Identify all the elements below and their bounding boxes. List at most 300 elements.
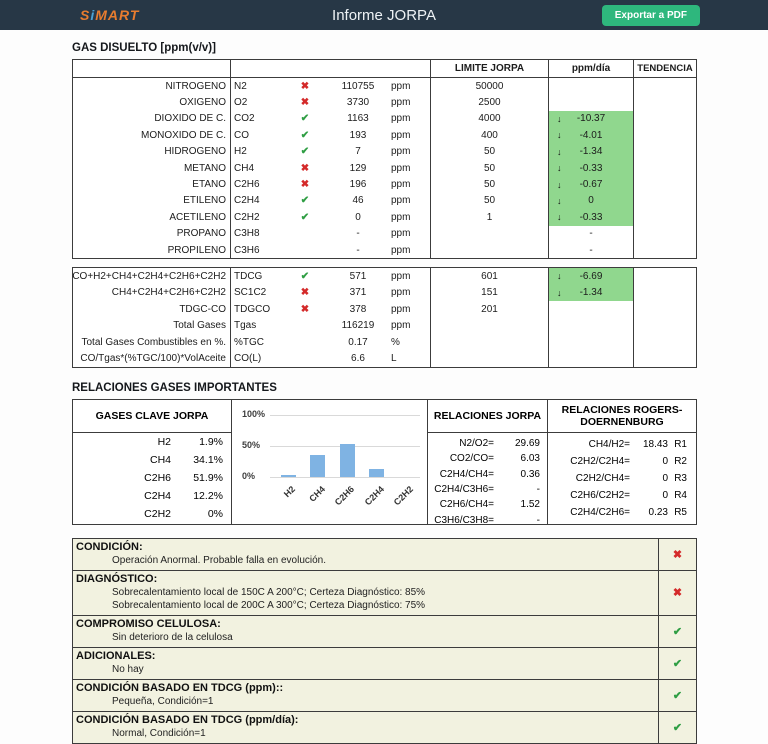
jorpa-ratio-row — [428, 482, 547, 497]
rate-value: -0.33 — [579, 162, 603, 174]
condition-title: CONDICIÓN BASADO EN TDCG (ppm/día): — [76, 713, 299, 726]
table-row — [73, 301, 696, 317]
x-axis-label: C2H4 — [362, 483, 386, 507]
pass-icon: ✔ — [300, 129, 310, 141]
gas-measure-cell — [231, 209, 431, 225]
pass-icon: ✔ — [300, 270, 310, 282]
rate-value: -0.33 — [579, 211, 603, 223]
fail-icon: ✖ — [300, 162, 310, 174]
table-row — [73, 285, 696, 301]
gas-name: Total Gases — [73, 317, 231, 333]
limit-value: 2500 — [431, 94, 549, 110]
gas-table-body — [73, 78, 696, 258]
gas-unit: ppm — [391, 97, 411, 109]
limit-value: 601 — [431, 268, 549, 284]
table-row — [73, 226, 696, 242]
gas-name: CO/Tgas*(%TGC/100)*VolAceite — [73, 350, 231, 366]
gas-symbol: C3H8 — [234, 228, 260, 240]
ratio-code: R3 — [674, 473, 687, 485]
gas-measure-cell — [231, 334, 431, 350]
gas-unit: % — [391, 336, 400, 348]
condition-content — [73, 680, 658, 711]
gas-measure-cell — [231, 268, 431, 284]
gas-symbol: N2 — [234, 80, 247, 92]
jorpa-ratio-row — [428, 513, 547, 528]
table-row — [73, 160, 696, 176]
gas-symbol: CH4 — [234, 162, 255, 174]
gas-symbol: Tgas — [234, 320, 257, 332]
condition-detail: No hay — [112, 663, 144, 675]
gas-measure-cell — [231, 285, 431, 301]
table-row — [73, 242, 696, 258]
ratio-value: 6.03 — [520, 453, 540, 465]
rogers-ratios-table — [548, 400, 696, 524]
table-row — [73, 144, 696, 160]
gas-measure-cell — [231, 301, 431, 317]
condition-content — [73, 712, 658, 743]
chart-bar — [369, 469, 384, 477]
page-title: Informe JORPA — [332, 6, 436, 24]
ratio-label: CO2/CO= — [449, 453, 494, 465]
logo-text: S — [80, 7, 91, 23]
limit-value: 1 — [431, 209, 549, 225]
pass-icon: ✔ — [300, 146, 310, 158]
gas-section-title: GAS DISUELTO [ppm(v/v)] — [72, 42, 216, 54]
condition-title: ADICIONALES: — [76, 649, 156, 662]
gas-measure-cell — [231, 350, 431, 366]
trend-cell — [634, 285, 696, 301]
relations-panel — [72, 399, 697, 525]
down-arrow-icon: ↓ — [557, 113, 562, 124]
fail-icon: ✖ — [300, 303, 310, 315]
limit-value: 50000 — [431, 78, 549, 94]
key-gas-symbol: C2H4 — [144, 490, 171, 503]
rate-cell — [549, 350, 634, 366]
rate-value: -6.69 — [579, 270, 603, 282]
trend-cell — [634, 160, 696, 176]
table-row — [73, 78, 696, 94]
gas-value: 116219 — [341, 320, 375, 332]
gas-unit: ppm — [391, 228, 411, 240]
gas-symbol: TDCG — [234, 270, 263, 282]
gridline — [270, 415, 420, 416]
gas-symbol: C3H6 — [234, 244, 260, 256]
ratio-value: 1.52 — [520, 499, 540, 511]
report-body — [0, 42, 697, 744]
condition-title: COMPROMISO CELULOSA: — [76, 617, 221, 630]
gas-name: CO+H2+CH4+C2H4+C2H6+C2H2 — [73, 268, 231, 284]
gas-symbol: CO2 — [234, 113, 255, 125]
condition-row — [73, 616, 696, 648]
down-arrow-icon: ↓ — [557, 179, 562, 190]
gas-value: 3730 — [346, 97, 370, 109]
gas-name: NITROGENO — [73, 78, 231, 94]
ratio-code: R4 — [674, 490, 687, 502]
rate-value: -1.34 — [579, 146, 603, 158]
condition-title: CONDICIÓN: — [76, 540, 143, 553]
jorpa-ratio-row — [428, 451, 547, 466]
pass-icon: ✔ — [300, 211, 310, 223]
gas-unit: ppm — [391, 320, 411, 332]
down-arrow-icon: ↓ — [557, 146, 562, 157]
limit-value: 400 — [431, 127, 549, 143]
gas-symbol: CO(L) — [234, 352, 262, 364]
x-axis-label: CH4 — [306, 483, 327, 504]
trend-cell — [634, 226, 696, 242]
col-ppm-dia: ppm/día — [549, 60, 634, 77]
down-arrow-icon: ↓ — [557, 195, 562, 206]
ratio-value: 29.69 — [514, 437, 540, 449]
gas-unit: ppm — [391, 179, 411, 191]
ratio-code: R5 — [674, 507, 687, 519]
down-arrow-icon: ↓ — [557, 163, 562, 174]
down-arrow-icon: ↓ — [557, 271, 562, 282]
key-gas-percent: 51.9% — [193, 472, 223, 485]
gas-table-header — [73, 60, 696, 78]
rogers-ratios-header: RELACIONES ROGERS-DOERNENBURG — [548, 400, 696, 433]
gas-symbol: O2 — [234, 97, 248, 109]
key-gas-row — [73, 506, 231, 523]
condition-row — [73, 571, 696, 616]
rate-cell — [549, 160, 634, 176]
jorpa-ratio-row — [428, 436, 547, 451]
gas-value: 110755 — [341, 80, 375, 92]
key-gas-symbol: C2H2 — [144, 508, 171, 521]
rate-cell — [549, 127, 634, 143]
gas-name: ACETILENO — [73, 209, 231, 225]
trend-cell — [634, 268, 696, 284]
table-row — [73, 193, 696, 209]
trend-cell — [634, 334, 696, 350]
gridline — [270, 477, 420, 478]
gas-measure-cell — [231, 193, 431, 209]
limit-value — [431, 317, 549, 333]
gas-measure-cell — [231, 94, 431, 110]
rate-cell — [549, 193, 634, 209]
ratio-value: 0 — [662, 456, 668, 468]
gas-measure-cell — [231, 160, 431, 176]
key-gases-bar-chart — [232, 400, 428, 524]
trend-cell — [634, 350, 696, 366]
gas-unit: ppm — [391, 303, 411, 315]
limit-value: 50 — [431, 144, 549, 160]
gas-name: Total Gases Combustibles en %. — [73, 334, 231, 350]
table-row — [73, 268, 696, 284]
rate-cell — [549, 176, 634, 192]
gas-value: 7 — [355, 146, 361, 158]
rate-value: 0 — [588, 195, 594, 207]
ratio-value: 0 — [662, 473, 668, 485]
rate-value: - — [589, 228, 593, 240]
table-row — [73, 317, 696, 333]
trend-cell — [634, 78, 696, 94]
ratio-label: C2H6/CH4= — [439, 499, 494, 511]
pass-icon: ✔ — [300, 195, 310, 207]
gas-unit: ppm — [391, 80, 411, 92]
gas-unit: ppm — [391, 146, 411, 158]
limit-value — [431, 334, 549, 350]
table-row — [73, 209, 696, 225]
table-row — [73, 350, 696, 366]
rogers-ratio-row — [548, 471, 696, 487]
limit-value: 50 — [431, 176, 549, 192]
table-row — [73, 176, 696, 192]
key-gas-row — [73, 488, 231, 505]
jorpa-ratio-row — [428, 497, 547, 512]
jorpa-ratios-header: RELACIONES JORPA — [428, 400, 547, 433]
ratio-value: 0.36 — [520, 468, 540, 480]
condition-title: DIAGNÓSTICO: — [76, 572, 158, 585]
trend-cell — [634, 144, 696, 160]
ratio-value: 18.43 — [642, 439, 668, 451]
x-axis-label: H2 — [281, 483, 298, 499]
gas-symbol: SC1C2 — [234, 287, 267, 299]
gas-value: - — [356, 228, 360, 240]
condition-title: CONDICIÓN BASADO EN TDCG (ppm):: — [76, 681, 284, 694]
rate-value: -4.01 — [579, 129, 603, 141]
condition-detail: Pequeña, Condición=1 — [112, 695, 214, 707]
condition-content — [73, 539, 658, 570]
fail-icon: ✖ — [300, 287, 310, 299]
ratio-label: CH4/H2= — [588, 439, 630, 451]
gas-unit: ppm — [391, 244, 411, 256]
ratio-label: N2/O2= — [459, 437, 494, 449]
rate-cell — [549, 111, 634, 127]
gas-measure-cell — [231, 226, 431, 242]
condition-content — [73, 571, 658, 615]
key-gas-symbol: C2H6 — [144, 472, 171, 485]
gas-table — [72, 59, 697, 259]
rate-value: - — [589, 244, 593, 256]
limit-value: 50 — [431, 160, 549, 176]
gas-measure-cell — [231, 242, 431, 258]
rogers-ratio-row — [548, 437, 696, 453]
rate-cell — [549, 144, 634, 160]
gas-unit: ppm — [391, 287, 411, 299]
gas-value: 46 — [352, 195, 364, 207]
rate-cell — [549, 78, 634, 94]
gas-measure-cell — [231, 78, 431, 94]
gas-name: CH4+C2H4+C2H6+C2H2 — [73, 285, 231, 301]
pass-icon: ✔ — [658, 712, 696, 743]
rate-cell — [549, 285, 634, 301]
x-axis-label: C2H6 — [332, 483, 357, 507]
down-arrow-icon: ↓ — [557, 130, 562, 141]
gas-value: 129 — [349, 162, 367, 174]
pass-icon: ✔ — [658, 680, 696, 711]
gas-unit: L — [391, 352, 397, 364]
trend-cell — [634, 317, 696, 333]
rate-value: -0.67 — [579, 179, 603, 191]
y-axis-tick: 100% — [242, 408, 266, 419]
gas-value: 196 — [349, 179, 367, 191]
gas-value: 571 — [349, 270, 367, 282]
gas-symbol: TDGCO — [234, 303, 271, 315]
simart-logo: SiMART — [80, 7, 140, 23]
gas-measure-cell — [231, 111, 431, 127]
key-gases-header: GASES CLAVE JORPA — [73, 400, 231, 433]
rate-cell — [549, 226, 634, 242]
relations-section-title: RELACIONES GASES IMPORTANTES — [72, 381, 277, 394]
gas-measure-cell — [231, 176, 431, 192]
gas-value: 378 — [349, 303, 367, 315]
conditions-table — [72, 538, 697, 744]
condition-detail: Sin deterioro de la celulosa — [112, 631, 233, 643]
limit-value: 151 — [431, 285, 549, 301]
rogers-ratio-row — [548, 488, 696, 504]
limit-value — [431, 242, 549, 258]
rate-cell — [549, 94, 634, 110]
pass-icon: ✔ — [300, 113, 310, 125]
ratio-code: R1 — [674, 439, 687, 451]
condition-detail: Sobrecalentamiento local de 200C A 300°C; Certeza Diagnóstico: 75% — [112, 599, 426, 611]
ratio-code: R2 — [674, 456, 687, 468]
rate-cell — [549, 317, 634, 333]
ratio-label: C2H2/CH4= — [575, 473, 630, 485]
gas-value: - — [356, 244, 360, 256]
condition-row — [73, 712, 696, 743]
ratio-label: C2H4/C2H6= — [570, 507, 630, 519]
key-gas-row — [73, 470, 231, 487]
trend-cell — [634, 94, 696, 110]
rate-cell — [549, 334, 634, 350]
ratio-value: - — [536, 484, 540, 495]
key-gas-symbol: CH4 — [149, 454, 171, 467]
trend-cell — [634, 209, 696, 225]
gas-name: TDGC-CO — [73, 301, 231, 317]
gas-measure-cell — [231, 144, 431, 160]
gas-symbol: H2 — [234, 146, 247, 158]
jorpa-ratio-row — [428, 466, 547, 481]
ratio-label: C2H4/CH4= — [439, 468, 494, 480]
table-row — [73, 127, 696, 143]
condition-row — [73, 680, 696, 712]
rogers-ratio-row — [548, 505, 696, 521]
rogers-ratio-row — [548, 454, 696, 470]
chart-bar — [310, 455, 325, 476]
gas-value: 193 — [349, 129, 367, 141]
gas-symbol: C2H6 — [234, 179, 260, 191]
jorpa-ratios-table — [428, 400, 548, 524]
ratio-value: 0.23 — [648, 507, 668, 519]
ratio-value: 0 — [662, 490, 668, 502]
trend-cell — [634, 193, 696, 209]
chart-bar — [340, 444, 355, 476]
table-row — [73, 94, 696, 110]
pass-icon: ✔ — [658, 648, 696, 679]
trend-cell — [634, 127, 696, 143]
gas-unit: ppm — [391, 270, 411, 282]
y-axis-tick: 50% — [242, 439, 261, 450]
gas-symbol: C2H2 — [234, 211, 260, 223]
fail-icon: ✖ — [300, 97, 310, 109]
key-gas-percent: 1.9% — [199, 436, 223, 449]
fail-icon: ✖ — [300, 80, 310, 92]
gas-name: DIOXIDO DE C. — [73, 111, 231, 127]
x-axis-label: C2H2 — [391, 483, 416, 507]
gas-name: HIDROGENO — [73, 144, 231, 160]
fail-icon: ✖ — [658, 539, 696, 570]
ratio-label: C3H6/C3H8= — [434, 514, 494, 526]
totals-table-body — [73, 268, 696, 366]
condition-detail: Operación Anormal. Probable falla en evolución. — [112, 554, 327, 566]
rate-cell — [549, 301, 634, 317]
rate-value: -10.37 — [576, 113, 606, 125]
key-gas-row — [73, 452, 231, 469]
export-pdf-button[interactable]: Exportar a PDF — [602, 5, 700, 26]
table-row — [73, 111, 696, 127]
limit-value — [431, 226, 549, 242]
limit-value: 201 — [431, 301, 549, 317]
pass-icon: ✔ — [658, 616, 696, 647]
gas-value: 371 — [349, 287, 367, 299]
trend-cell — [634, 242, 696, 258]
app-header — [0, 0, 768, 30]
key-gas-percent: 12.2% — [193, 490, 223, 503]
fail-icon: ✖ — [658, 571, 696, 615]
gas-value: 0 — [355, 211, 361, 223]
gas-symbol: C2H4 — [234, 195, 260, 207]
condition-content — [73, 616, 658, 647]
gas-name: PROPANO — [73, 226, 231, 242]
rate-cell — [549, 209, 634, 225]
gas-symbol: %TGC — [234, 336, 264, 348]
rate-cell — [549, 242, 634, 258]
table-row — [73, 334, 696, 350]
chart-bar — [281, 475, 296, 476]
col-limite-jorpa: LIMITE JORPA — [431, 60, 549, 77]
key-gas-row — [73, 434, 231, 451]
gas-name: PROPILENO — [73, 242, 231, 258]
key-gas-percent: 34.1% — [193, 454, 223, 467]
ratio-label: C2H2/C2H4= — [570, 456, 630, 468]
gas-unit: ppm — [391, 195, 411, 207]
down-arrow-icon: ↓ — [557, 212, 562, 223]
condition-detail: Sobrecalentamiento local de 150C A 200°C; Certeza Diagnóstico: 85% — [112, 586, 426, 598]
gas-value: 0.17 — [348, 336, 368, 348]
gas-unit: ppm — [391, 113, 411, 125]
ratio-label: C2H6/C2H2= — [570, 490, 630, 502]
limit-value — [431, 350, 549, 366]
totals-table — [72, 267, 697, 367]
gas-name: OXIGENO — [73, 94, 231, 110]
ratio-label: C2H4/C3H6= — [434, 484, 494, 495]
condition-row — [73, 539, 696, 571]
y-axis-tick: 0% — [242, 470, 256, 481]
gas-symbol: CO — [234, 129, 249, 141]
gas-name: MONOXIDO DE C. — [73, 127, 231, 143]
condition-detail: Normal, Condición=1 — [112, 727, 206, 739]
ratio-value: - — [536, 514, 540, 526]
gas-value: 6.6 — [351, 352, 365, 364]
condition-content — [73, 648, 658, 679]
gas-unit: ppm — [391, 129, 411, 141]
key-gas-percent: 0% — [207, 508, 223, 521]
rate-value: -1.34 — [579, 287, 603, 299]
key-gas-symbol: H2 — [157, 436, 171, 449]
limit-value: 50 — [431, 193, 549, 209]
gas-unit: ppm — [391, 211, 411, 223]
down-arrow-icon: ↓ — [557, 287, 562, 298]
trend-cell — [634, 176, 696, 192]
fail-icon: ✖ — [300, 179, 310, 191]
gas-unit: ppm — [391, 162, 411, 174]
gas-name: METANO — [73, 160, 231, 176]
gas-measure-cell — [231, 317, 431, 333]
limit-value: 4000 — [431, 111, 549, 127]
gas-name: ETILENO — [73, 193, 231, 209]
gas-value: 1163 — [347, 113, 369, 125]
